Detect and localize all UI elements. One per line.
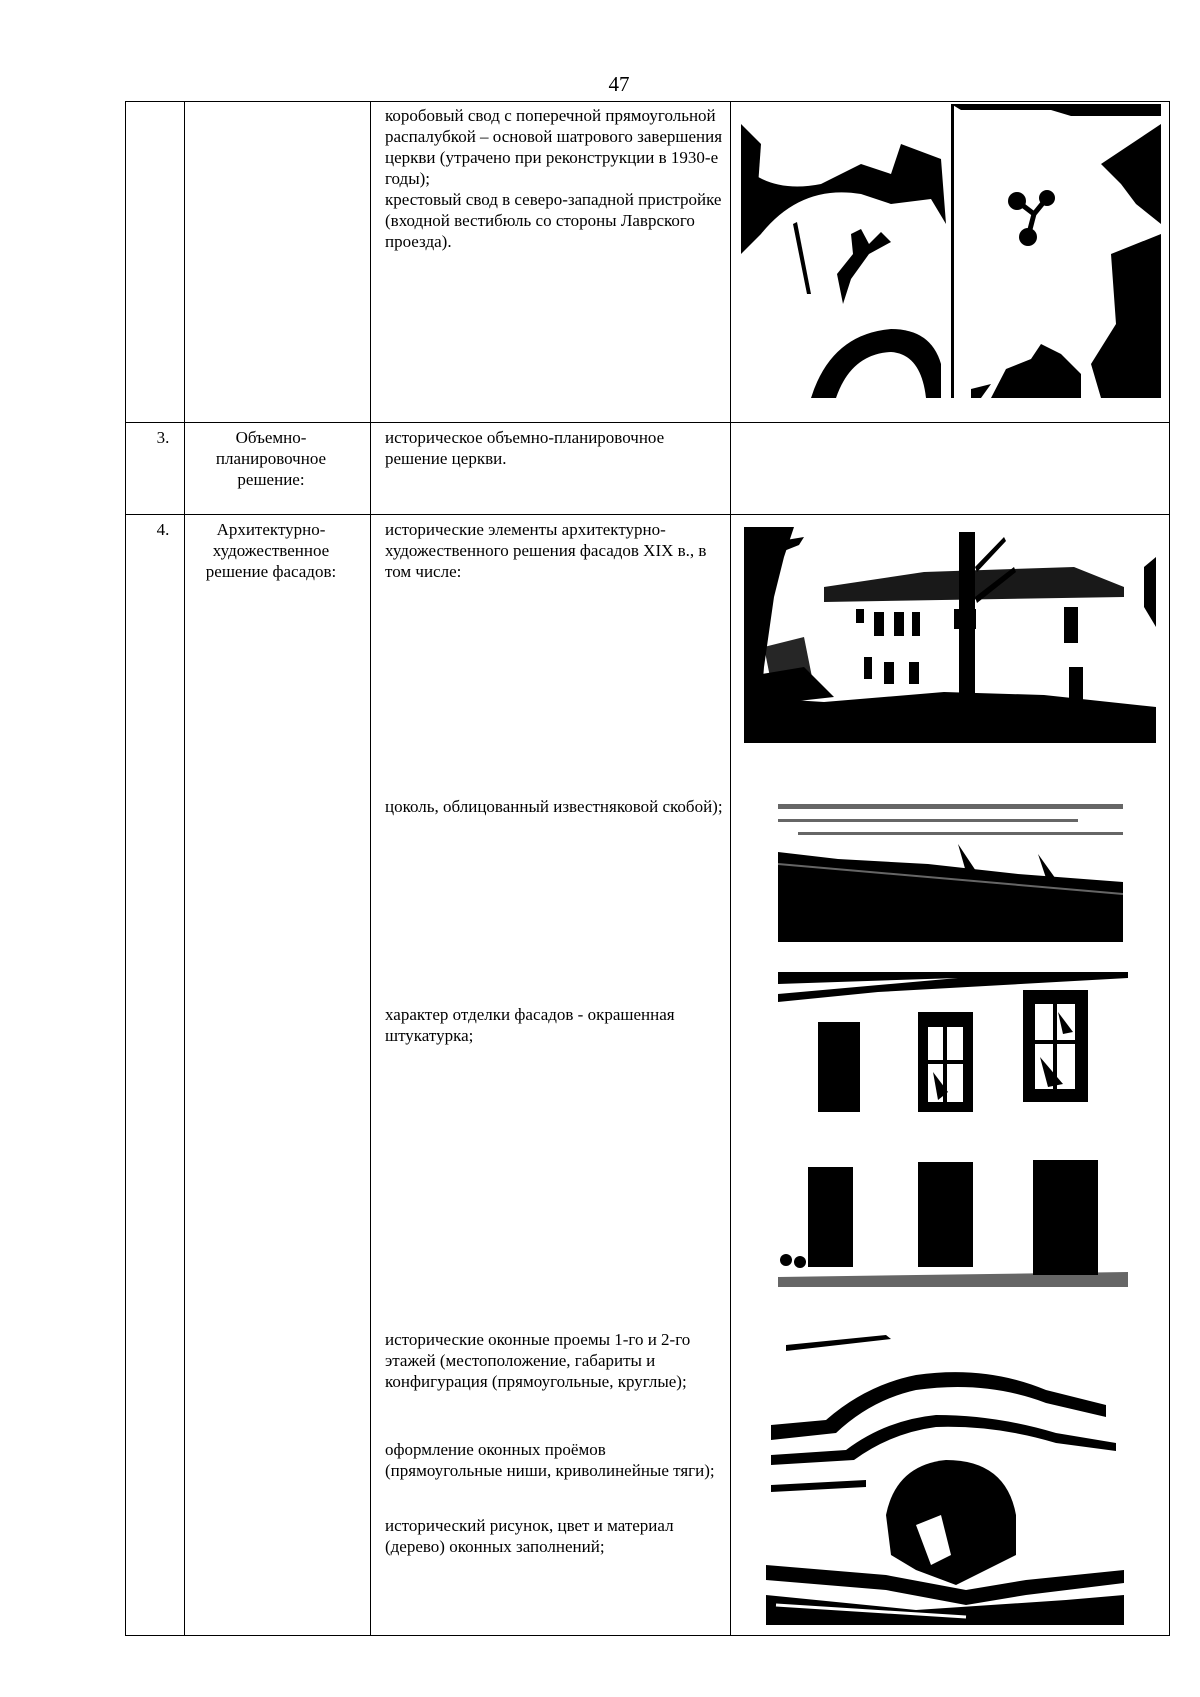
row-number: 3. <box>156 428 170 447</box>
window-fillings-text: исторический рисунок, цвет и материал (дерево) оконных заполнений; <box>385 1516 674 1556</box>
vault-photo <box>741 104 1161 398</box>
plaster-photo <box>778 972 1128 1287</box>
window-decoration-text: оформление оконных проёмов (прямоугольные ниши, криволинейные тяги); <box>385 1440 715 1480</box>
element-name: Объемно-планировочное решение: <box>215 428 327 489</box>
element-name: Архитектурно-художественное решение фасадов: <box>205 520 337 581</box>
column-divider <box>370 423 371 514</box>
vault-text: коробовый свод с поперечной прямоугольной распалубкой – основой шатрового завершения церкви (утрачено при реконструкции в 1930-е годы); <box>385 106 723 188</box>
page-number: 47 <box>608 72 630 96</box>
cross-vault-text: крестовый свод в северо-западной пристройке (входной вестибюль со стороны Лаврского проезда). <box>385 190 722 251</box>
column-divider <box>184 423 185 514</box>
column-divider <box>184 515 185 1635</box>
window-openings-text: исторические оконные проемы 1-го и 2-го этажей (местоположение, габариты и конфигурация (прямоугольные, круглые); <box>385 1330 691 1391</box>
plinth-text: цоколь, облицованный известняковой скобой); <box>385 797 723 816</box>
table-row <box>125 422 1170 515</box>
column-divider <box>370 102 371 422</box>
table-row <box>125 514 1170 1636</box>
description-cell <box>385 105 725 252</box>
window-decoration-photo <box>766 1325 1124 1625</box>
description-cell <box>385 427 725 469</box>
facade-elements-text: исторические элементы архитектурно-художественного решения фасадов XIX в., в том числе: <box>385 520 707 581</box>
facade-photo <box>744 527 1156 743</box>
column-divider <box>184 102 185 422</box>
column-divider <box>730 423 731 514</box>
column-divider <box>370 515 371 1635</box>
table-row <box>125 101 1170 423</box>
row-number: 4. <box>156 520 170 539</box>
planning-text: историческое объемно-планировочное решение церкви. <box>385 428 665 468</box>
plaster-text: характер отделки фасадов - окрашенная штукатурка; <box>385 1005 675 1045</box>
column-divider <box>730 102 731 422</box>
plinth-photo <box>778 804 1123 942</box>
column-divider <box>730 515 731 1635</box>
